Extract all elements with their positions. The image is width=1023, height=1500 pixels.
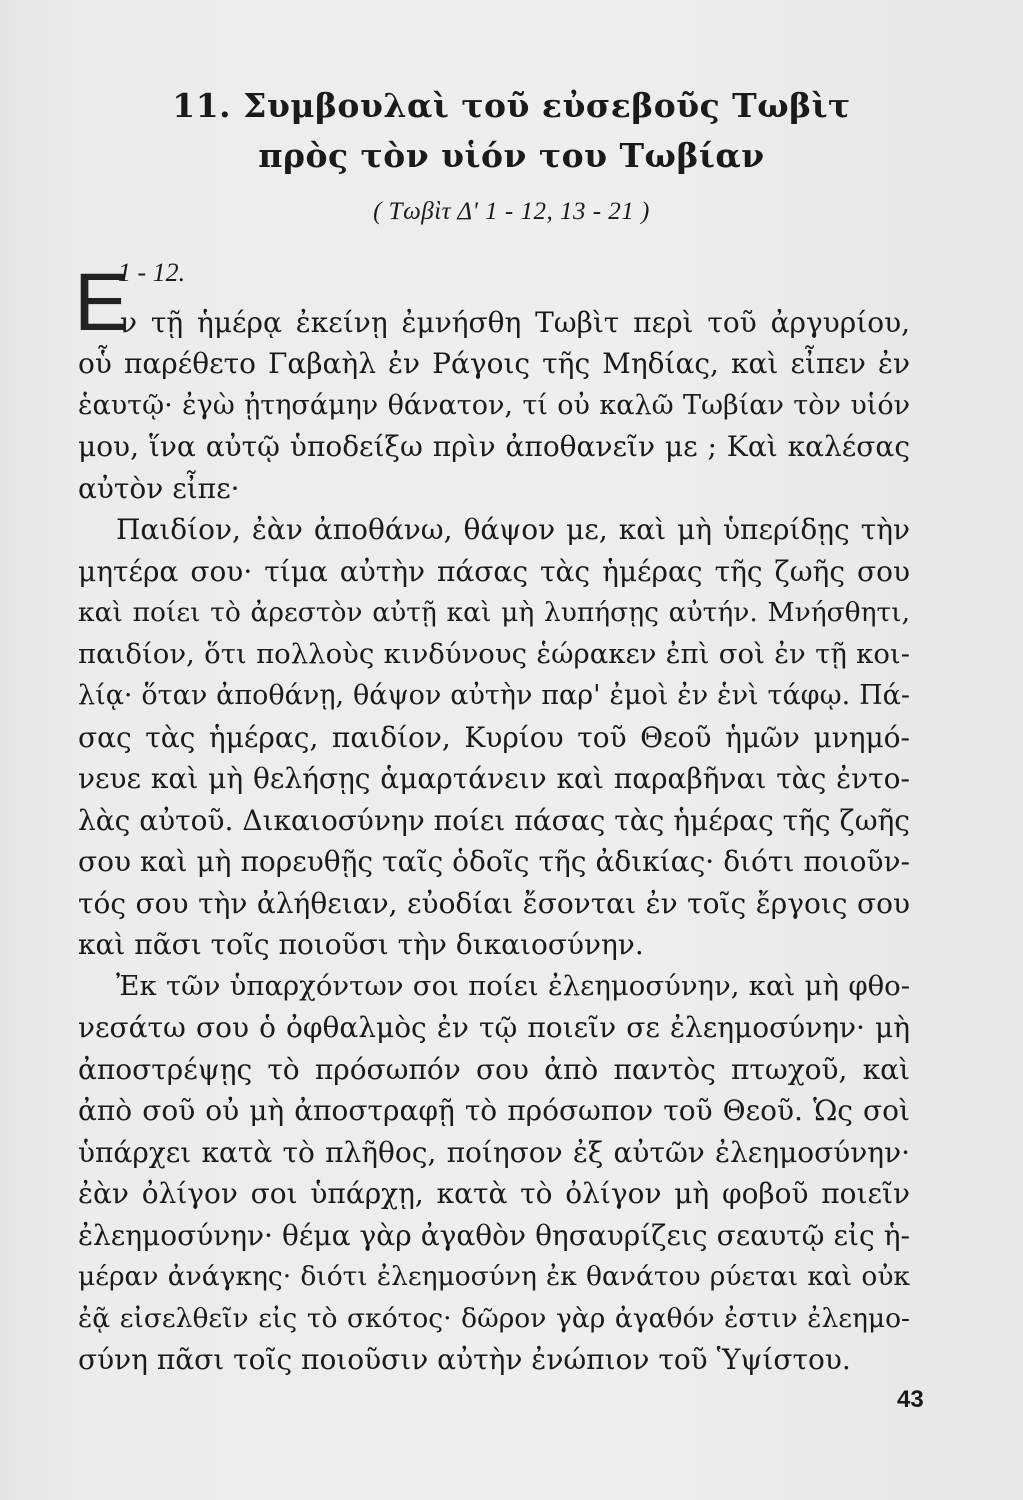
text-line: ἑαυτῷ· ἐγὼ ᾐτησάμην θάνατον, τί οὐ καλῶ Τωβίαν τὸν υἱόν <box>78 390 910 421</box>
text-line: τός σου τὴν ἀλήθειαν, εὐοδίαι ἔσονται ἐν τοῖς ἔργοις σου <box>78 887 910 920</box>
text-line: σου καὶ μὴ πορευθῇς ταῖς ὁδοῖς τῆς ἀδικίας· διότι ποιοῦν- <box>78 845 910 878</box>
text-line: νεσάτω σου ὁ ὀφθαλμὸς ἐν τῷ ποιεῖν σε ἐλεημοσύνην· μὴ <box>78 1011 910 1044</box>
text-line: ἐὰν ὀλίγον σοι ὑπάρχῃ, κατὰ τὸ ὀλίγον μὴ φοβοῦ ποιεῖν <box>78 1177 910 1210</box>
text-line: λίᾳ· ὅταν ἀποθάνῃ, θάψον αὐτὴν παρ' ἐμοὶ ἐν ἑνὶ τάφῳ. Πά- <box>78 680 910 711</box>
verse-reference: 1 - 12. <box>118 258 186 287</box>
text-line: μητέρα σου· τίμα αὐτὴν πάσας τὰς ἡμέρας τῆς ζωῆς σου <box>78 555 910 588</box>
drop-cap: Ε <box>74 257 129 348</box>
text-line: παιδίον, ὅτι πολλοὺς κινδύνους ἑώρακεν ἐπὶ σοὶ ἐν τῇ κοι- <box>78 638 910 670</box>
scripture-reference: ( Τωβὶτ Δ' 1 - 12, 13 - 21 ) <box>373 198 650 225</box>
text-line: Ἐκ τῶν ὑπαρχόντων σοι ποίει ἐλεημοσύνην, καὶ μὴ φθο- <box>116 970 910 1002</box>
page-number: 43 <box>897 1386 924 1413</box>
text-line: μέραν ἀνάγκης· διότι ἐλεημοσύνη ἐκ θανάτου ρύεται καὶ οὐκ <box>78 1261 910 1292</box>
text-line: λὰς αὐτοῦ. Δικαιοσύνην ποίει πάσας τὰς ἡμέρας τῆς ζωῆς <box>78 804 910 837</box>
text-line: σύνη πᾶσι τοῖς ποιοῦσιν αὐτὴν ἐνώπιον τοῦ Ὑψίστου. <box>78 1343 851 1376</box>
text-line: ὑπάρχει κατὰ τὸ πλῆθος, ποίησον ἐξ αὐτῶν ἐλεημοσύνην· <box>78 1136 910 1169</box>
text-line: καὶ πᾶσι τοῖς ποιοῦσι τὴν δικαιοσύνην. <box>78 928 644 961</box>
text-line: μου, ἵνα αὐτῷ ὑποδείξω πρὶν ἀποθανεῖν με ; Καὶ καλέσας <box>78 430 910 463</box>
text-line: καὶ ποίει τὸ ἀρεστὸν αὐτῇ καὶ μὴ λυπήσῃς αὐτήν. Μνήσθητι, <box>78 597 910 628</box>
text-line: ἐᾷ εἰσελθεῖν εἰς τὸ σκότος· δῶρον γὰρ ἀγαθόν ἐστιν ἐλεημο- <box>78 1303 910 1334</box>
text-line: ν τῇ ἡμέρᾳ ἐκείνῃ ἐμνήσθη Τωβὶτ περὶ τοῦ ἀργυρίου, <box>120 306 910 339</box>
text-line: οὗ παρέθετο Γαβαὴλ ἐν Ράγοις τῆς Μηδίας, καὶ εἶπεν ἐν <box>78 347 910 380</box>
text-line: ἐλεημοσύνην· θέμα γὰρ ἀγαθὸν θησαυρίζεις σεαυτῷ εἰς ἡ- <box>78 1219 910 1252</box>
text-line: σας τὰς ἡμέρας, παιδίον, Κυρίου τοῦ Θεοῦ ἡμῶν μνημό- <box>78 721 910 754</box>
text-line: αὐτὸν εἶπε· <box>78 472 240 505</box>
text-line: Παιδίον, ἐὰν ἀποθάνω, θάψον με, καὶ μὴ ὑπερίδῃς τὴν <box>116 513 910 546</box>
text-line: ἀπὸ σοῦ οὐ μὴ ἀποστραφῇ τὸ πρόσωπον τοῦ Θεοῦ. Ὡς σοὶ <box>78 1094 910 1127</box>
chapter-title-line-1: 11. Συμβουλαὶ τοῦ εὐσεβοῦς Τωβὶτ <box>172 86 851 125</box>
text-line: ἀποστρέψῃς τὸ πρόσωπόν σου ἀπὸ παντὸς πτωχοῦ, καὶ <box>78 1053 910 1086</box>
text-line: νευε καὶ μὴ θελήσῃς ἁμαρτάνειν καὶ παραβῆναι τὰς ἐντο- <box>78 762 910 795</box>
chapter-title-line-2: πρὸς τὸν υἱόν του Τωβίαν <box>258 136 765 175</box>
